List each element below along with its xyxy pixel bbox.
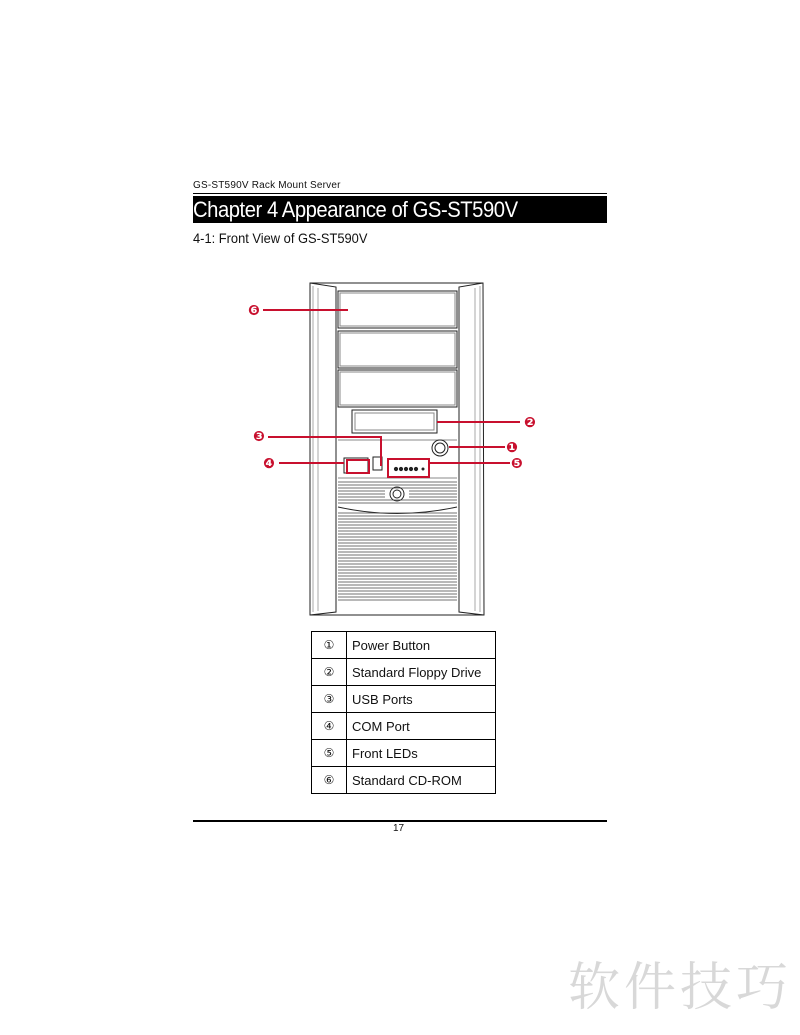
legend-number: ① <box>312 632 347 659</box>
table-row <box>312 632 496 659</box>
legend-number: ⑤ <box>312 740 347 767</box>
table-row <box>312 740 496 767</box>
legend-label: Power Button <box>347 632 496 659</box>
drive-bay-2 <box>338 331 457 368</box>
server-front-view-diagram <box>0 270 800 620</box>
chapter-title: Chapter 4 Appearance of GS-ST590V <box>193 197 518 222</box>
callout-4-marker: ❹ <box>263 456 275 472</box>
legend-label: COM Port <box>347 713 496 740</box>
chassis-left-bezel <box>310 283 336 615</box>
legend-number: ⑥ <box>312 767 347 794</box>
table-row <box>312 659 496 686</box>
legend-number: ② <box>312 659 347 686</box>
power-button-shape <box>432 440 448 456</box>
callout-1-marker: ❶ <box>506 440 518 456</box>
callout-5-marker: ❺ <box>511 456 523 472</box>
component-legend-table <box>311 631 496 794</box>
legend-label: Standard Floppy Drive <box>347 659 496 686</box>
legend-label: Front LEDs <box>347 740 496 767</box>
section-title: 4-1: Front View of GS-ST590V <box>193 230 368 246</box>
running-header: GS-ST590V Rack Mount Server <box>193 180 341 191</box>
header-rule <box>193 193 607 194</box>
legend-number: ③ <box>312 686 347 713</box>
drive-bay-3 <box>338 370 457 407</box>
callout-3-leader <box>268 437 381 466</box>
legend-label: USB Ports <box>347 686 496 713</box>
front-grille <box>338 482 457 600</box>
watermark: 软件技巧 <box>568 958 793 1018</box>
footer-rule <box>193 820 607 822</box>
callout-3-marker: ❸ <box>253 429 265 445</box>
legend-label: Standard CD-ROM <box>347 767 496 794</box>
callout-4-box <box>347 460 369 473</box>
table-row <box>312 713 496 740</box>
drive-bay-1 <box>338 291 457 328</box>
table-row <box>312 767 496 794</box>
callout-2-marker: ❷ <box>524 415 536 431</box>
page-number: 17 <box>393 823 405 834</box>
key-lock-shape <box>390 487 404 501</box>
chapter-title-bar <box>193 196 607 223</box>
table-row <box>312 686 496 713</box>
legend-number: ④ <box>312 713 347 740</box>
callout-6-marker: ❻ <box>248 303 260 319</box>
